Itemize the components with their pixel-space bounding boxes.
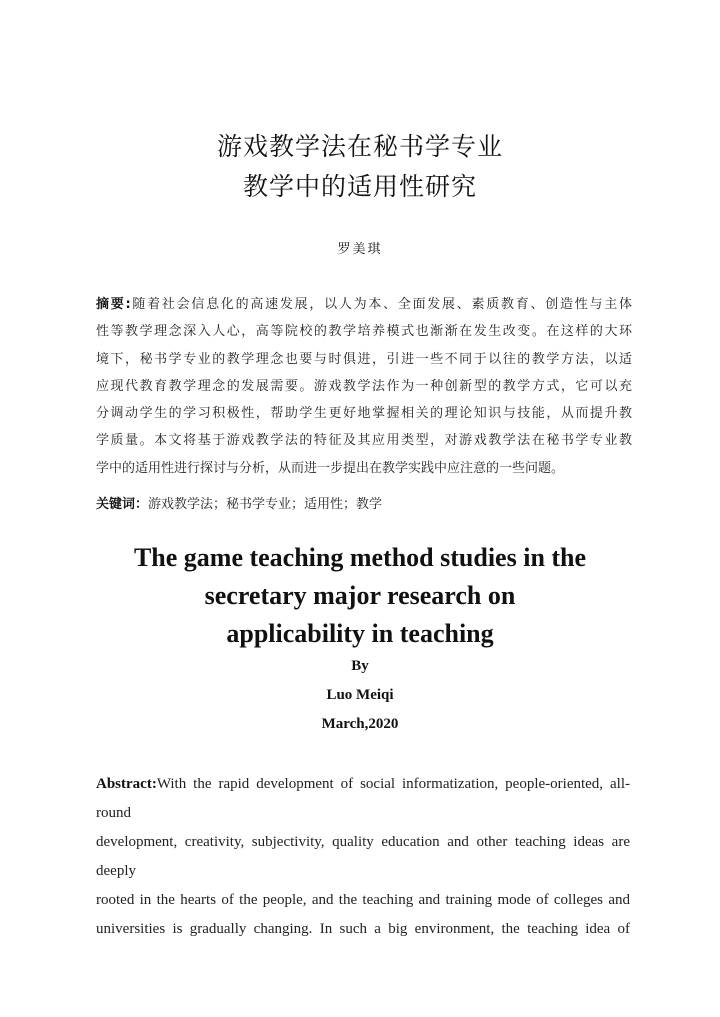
english-abstract <box>96 770 630 944</box>
chinese-title-line-1: 游戏教学法在秘书学专业 <box>216 132 503 161</box>
english-title-line-1: The game teaching method studies in the <box>133 543 587 572</box>
english-abstract-line-3: rooted in the hearts of the people, and the teaching and training mode of colleges and <box>96 892 630 908</box>
chinese-abstract-line-5: 分调动学生的学习积极性，帮助学生更好地掌握相关的理论知识与技能，从而提升教 <box>96 406 632 422</box>
english-abstract-line-4: universities is gradually changing. In such a big environment, the teaching idea of <box>96 921 630 937</box>
english-author: Luo Meiqi <box>326 687 394 703</box>
chinese-abstract-line-2: 性等教学理念深入人心，高等院校的教学培养模式也渐渐在发生改变。在这样的大环 <box>96 324 632 340</box>
chinese-abstract-line-7: 学中的适用性进行探讨与分析，从而进一步提出在教学实践中应注意的一些问题。 <box>96 460 565 476</box>
chinese-title-line-2: 教学中的适用性研究 <box>242 172 477 201</box>
english-title-line-2: secretary major research on <box>204 581 516 610</box>
chinese-abstract <box>96 291 632 482</box>
chinese-abstract-label: 摘要: <box>96 297 131 312</box>
chinese-keywords <box>96 495 636 515</box>
chinese-abstract-line-1 <box>96 291 632 318</box>
english-date: March,2020 <box>321 716 399 732</box>
chinese-keywords-text: 游戏教学法；秘书学专业；适用性；教学 <box>148 497 383 512</box>
chinese-abstract-line-4: 应现代教育教学理念的发展需要。游戏教学法作为一种创新型的教学方式，它可以充 <box>96 378 632 394</box>
chinese-abstract-text-1: 随着社会信息化的高速发展，以人为本、全面发展、素质教育、创造性与主体 <box>130 297 632 312</box>
english-abstract-label: Abstract: <box>96 776 157 792</box>
chinese-author: 罗美琪 <box>337 242 383 257</box>
chinese-abstract-line-6: 学质量。本文将基于游戏教学法的特征及其应用类型，对游戏教学法在秘书学专业教 <box>96 433 632 449</box>
english-by: By <box>351 658 369 674</box>
chinese-keywords-label: 关键词： <box>96 497 149 512</box>
english-abstract-line-2: development, creativity, subjectivity, quality education and other teaching ideas are deeply <box>96 834 630 879</box>
chinese-abstract-line-3: 境下，秘书学专业的教学理念也要与时俱进，引进一些不同于以往的教学方法，以适 <box>96 351 632 367</box>
english-title-line-3: applicability in teaching <box>226 619 494 648</box>
english-abstract-text-1: With the rapid development of social informatization, people-oriented, all-round <box>96 776 630 821</box>
english-abstract-line-1 <box>96 770 630 828</box>
